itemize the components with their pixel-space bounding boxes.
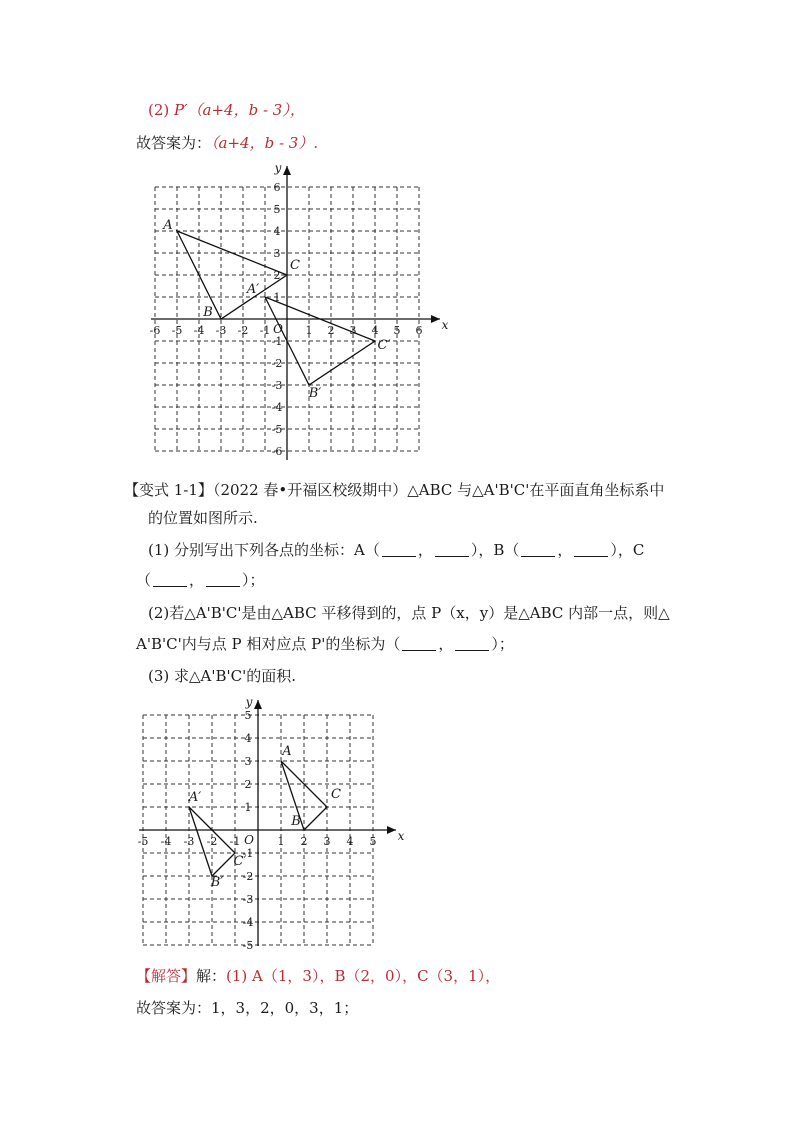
x-tick-label: 3	[323, 835, 331, 848]
y-tick-label: 3	[273, 247, 281, 260]
problem-text-2: 的位置如图所示.	[148, 509, 258, 527]
point-label-c: C	[331, 787, 341, 802]
q1-text-h: ）；	[242, 571, 265, 589]
y-tick-label: 2	[244, 778, 252, 791]
y-tick-label: 1	[244, 801, 252, 814]
x-tick-label: -4	[160, 835, 172, 848]
point-label-a: A	[282, 744, 292, 759]
y-tick-label: 2	[273, 269, 281, 282]
y-tick-label: -4	[271, 401, 283, 414]
y-tick-label: 5	[244, 709, 252, 722]
y-tick-label: -6	[271, 445, 283, 458]
answer-final: 故答案为：1，3，2，0，3，1；	[136, 999, 359, 1017]
x-tick-label: -6	[149, 324, 161, 337]
y-tick-label: -5	[242, 939, 254, 952]
origin-label: O	[273, 322, 283, 336]
point-label-b1: B′	[308, 386, 322, 401]
x-axis-arrow-icon	[387, 826, 396, 834]
x-tick-label: 6	[415, 324, 423, 337]
answer-intro: 解：	[196, 967, 227, 985]
q1-text-f: （	[136, 571, 152, 589]
q1-text-a: (1) 分别写出下列各点的坐标：A（	[148, 541, 380, 559]
q1-text-g: ，	[189, 571, 205, 589]
x-tick-label: -2	[206, 835, 218, 848]
problem-text-1: △ABC 与△A'B'C'在平面直角坐标系中	[407, 481, 665, 499]
answer-block	[136, 966, 500, 986]
q2-text-c: ，	[438, 635, 454, 653]
x-axis-label: x	[441, 318, 449, 332]
y-tick-label: -2	[271, 357, 283, 370]
point-label-b1: B′	[210, 875, 224, 890]
x-tick-label: -3	[183, 835, 195, 848]
x-axis-label: x	[397, 829, 405, 843]
point-label-b: B	[291, 814, 301, 829]
y-tick-label: 5	[273, 203, 281, 216]
point-label-b: B	[203, 305, 213, 320]
point-label-c: C	[290, 258, 300, 273]
y-tick-label: 4	[244, 732, 252, 745]
point-label-a1: A′	[246, 282, 260, 297]
x-tick-label: 4	[371, 324, 379, 337]
x-tick-label: 3	[349, 324, 357, 337]
q2-text-b: A'B'C'内与点 P 相对应点 P'的坐标为（	[136, 635, 401, 653]
y-axis-label: y	[274, 161, 282, 175]
y-tick-label: 6	[273, 181, 281, 194]
q1-text-e: ），C	[610, 541, 645, 559]
point-label-a: A	[163, 218, 173, 233]
y-tick-label: 4	[273, 225, 281, 238]
answer-expression: （a+4，b - 3）.	[211, 134, 319, 152]
x-tick-label: -1	[229, 835, 241, 848]
q1-text-b: ，	[417, 541, 433, 559]
x-tick-label: 2	[300, 835, 308, 848]
x-tick-label: 5	[369, 835, 377, 848]
variant-tag: 【变式 1-1】	[124, 481, 213, 499]
x-tick-label: -3	[215, 324, 227, 337]
y-tick-label: 1	[273, 291, 281, 304]
point-label-c1: C′	[233, 854, 247, 869]
y-tick-label: -5	[271, 423, 283, 436]
q2-text-d: ）；	[491, 635, 514, 653]
y-tick-label: -2	[242, 870, 254, 883]
y-axis-arrow-icon	[254, 700, 262, 709]
point-label-a1: A′	[188, 790, 202, 805]
x-tick-label: 2	[327, 324, 335, 337]
point-label-c1: C′	[377, 338, 391, 353]
x-tick-label: 1	[277, 835, 285, 848]
y-tick-label: -3	[271, 379, 283, 392]
label-2: (2)	[148, 101, 170, 119]
x-tick-label: -5	[137, 835, 149, 848]
x-tick-label: -2	[237, 324, 249, 337]
y-tick-label: -4	[242, 916, 254, 929]
origin-label: O	[244, 833, 254, 847]
y-tick-label: -1	[271, 335, 283, 348]
x-tick-label: -4	[193, 324, 205, 337]
question-2: (2)若△A'B'C'是由△ABC 平移得到的，点 P（x，y）是△ABC 内部一点，则△	[148, 604, 670, 622]
question-3: (3) 求△A'B'C'的面积.	[148, 667, 297, 685]
x-tick-label: 1	[305, 324, 313, 337]
y-tick-label: 3	[244, 755, 252, 768]
answer-line-coords: (1) A（1，3），B（2，0），C（3，1），	[226, 967, 501, 985]
x-tick-label: -5	[171, 324, 183, 337]
x-tick-label: -1	[259, 324, 271, 337]
problem-source: （2022 春•开福区校级期中）	[212, 481, 408, 499]
answer-tag: 【解答】	[136, 967, 197, 985]
q1-text-d: ，	[557, 541, 573, 559]
answer-prefix: 故答案为：	[136, 134, 212, 152]
x-tick-label: 5	[393, 324, 401, 337]
q1-text-c: ），B（	[470, 541, 520, 559]
y-tick-label: -3	[242, 893, 254, 906]
p-prime-expression: P′（a+4，b - 3），	[174, 101, 305, 119]
y-tick-label: -1	[242, 847, 254, 860]
x-tick-label: 4	[346, 835, 354, 848]
y-axis-label: y	[245, 695, 253, 709]
